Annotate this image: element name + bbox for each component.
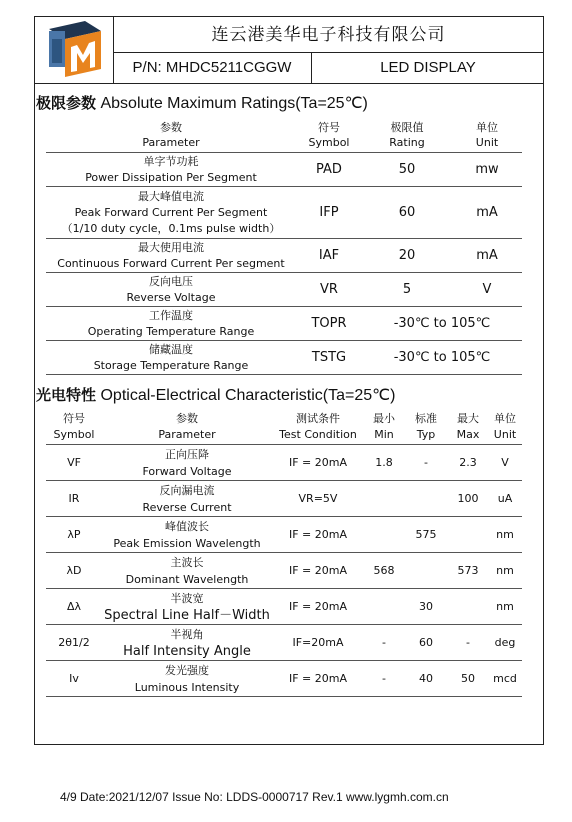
symbol-cell: IAF: [318, 248, 340, 263]
condition-cell: IF = 20mA: [288, 600, 348, 613]
condition-cell: IF = 20mA: [288, 564, 348, 577]
unit-cell: mA: [476, 248, 498, 263]
param-cell: 最大峰值电流 Peak Forward Current Per Segment （1/10 duty cycle，0.1ms pulse width）: [61, 189, 281, 235]
rating-cell: 60: [398, 205, 416, 220]
symbol-cell: VR: [320, 282, 338, 297]
abs-title-en: Absolute Maximum Ratings(Ta=25℃): [100, 95, 368, 112]
table-row: [46, 307, 522, 341]
param-cell: 最大使用电流 Continuous Forward Current Per segment: [57, 240, 285, 270]
symbol-cell: TSTG: [311, 350, 347, 365]
col-symbol: 符号 Symbol: [308, 121, 350, 149]
table-row: [46, 517, 522, 553]
unit-cell: mA: [476, 205, 498, 220]
col-symbol: 符号 Symbol: [53, 412, 95, 441]
unit-cell: mcd: [493, 672, 517, 685]
table-row: [46, 481, 522, 517]
unit-cell: deg: [494, 636, 516, 649]
unit-cell: mw: [475, 162, 499, 177]
part-number: P/N: MHDC5211CGGW: [132, 59, 292, 76]
param-cell: 半波宽 Spectral Line Half－Width: [104, 591, 270, 623]
table-row: [46, 187, 522, 239]
param-cell: 发光强度 Luminous Intensity: [134, 663, 240, 694]
param-cell: 单字节功耗 Power Dissipation Per Segment: [85, 154, 257, 184]
condition-cell: VR=5V: [298, 492, 338, 505]
condition-cell: IF=20mA: [292, 636, 344, 649]
rating-cell: 50: [398, 162, 416, 177]
min-cell: 1.8: [375, 456, 393, 469]
max-cell: [448, 589, 488, 625]
symbol-cell: IR: [68, 492, 80, 505]
table-row: [46, 553, 522, 589]
logo-mark-icon: [35, 17, 113, 83]
param-cell: 工作温度 Operating Temperature Range: [87, 308, 255, 338]
min-cell: [364, 517, 404, 553]
max-cell: [448, 517, 488, 553]
table-row: [46, 589, 522, 625]
col-max: 最大 Max: [456, 412, 480, 441]
table-row: [46, 625, 522, 661]
symbol-cell: Δλ: [66, 600, 82, 613]
param-cell: 反向电压 Reverse Voltage: [126, 274, 216, 304]
header-bottom-rule: [34, 83, 544, 84]
oe-section-title: [36, 384, 395, 405]
symbol-cell: TOPR: [311, 316, 347, 331]
rating-cell: -30℃ to 105℃: [393, 316, 491, 331]
table-header-row: [46, 410, 522, 445]
col-typ: 标准 Typ: [415, 412, 437, 441]
optical-electrical-table: [46, 410, 522, 697]
min-cell: -: [382, 672, 386, 685]
symbol-cell: λP: [67, 528, 81, 541]
col-unit: 单位 Unit: [475, 121, 499, 149]
max-cell: -: [466, 636, 470, 649]
unit-cell: V: [482, 282, 492, 297]
unit-cell: nm: [496, 528, 514, 541]
company-name: 连云港美华电子科技有限公司: [211, 25, 446, 45]
max-cell: 2.3: [459, 456, 477, 469]
absolute-ratings-table: [46, 118, 522, 375]
product-type: LED DISPLAY: [380, 59, 476, 76]
min-cell: [364, 589, 404, 625]
param-cell: 主波长 Dominant Wavelength: [125, 555, 249, 586]
symbol-cell: IFP: [319, 205, 339, 220]
min-cell: -: [382, 636, 386, 649]
symbol-cell: VF: [67, 456, 81, 469]
oe-title-cn: 光电特性: [36, 386, 97, 404]
abs-title-cn: 极限参数: [36, 94, 97, 112]
max-cell: 50: [461, 672, 475, 685]
oe-title-en: Optical-Electrical Characteristic(Ta=25℃): [100, 387, 396, 404]
param-cell: 半视角 Half Intensity Angle: [123, 627, 251, 659]
param-cell: 峰值波长 Peak Emission Wavelength: [113, 519, 261, 550]
min-cell: [364, 481, 404, 517]
typ-cell: 60: [419, 636, 433, 649]
page-footer: 4/9 Date:2021/12/07 Issue No: LDDS-0000717 Rev.1 www.lygmh.com.cn: [60, 790, 449, 804]
company-logo: [35, 17, 114, 83]
table-row: [46, 445, 522, 481]
unit-cell: uA: [497, 492, 513, 505]
table-row: [46, 273, 522, 307]
rating-cell: -30℃ to 105℃: [393, 350, 491, 365]
min-cell: 568: [373, 564, 395, 577]
typ-cell: 30: [419, 600, 433, 613]
param-cell: 正向压降 Forward Voltage: [142, 447, 232, 478]
symbol-cell: Iv: [69, 672, 79, 685]
typ-cell: [404, 481, 448, 517]
max-cell: 573: [457, 564, 479, 577]
unit-cell: nm: [496, 564, 514, 577]
max-cell: 100: [457, 492, 479, 505]
unit-cell: nm: [496, 600, 514, 613]
symbol-cell: PAD: [316, 162, 342, 177]
typ-cell: 40: [419, 672, 433, 685]
param-cell: 储藏温度 Storage Temperature Range: [93, 342, 249, 372]
table-row: [46, 153, 522, 187]
typ-cell: -: [424, 456, 428, 469]
typ-cell: [404, 553, 448, 589]
symbol-cell: 2θ1/2: [58, 636, 90, 649]
symbol-cell: λD: [66, 564, 82, 577]
col-parameter: 参数 Parameter: [158, 412, 216, 441]
condition-cell: IF = 20mA: [288, 528, 348, 541]
rating-cell: 20: [398, 248, 416, 263]
typ-cell: 575: [415, 528, 437, 541]
table-row: [46, 661, 522, 697]
condition-cell: IF = 20mA: [288, 456, 348, 469]
col-min: 最小 Min: [373, 412, 395, 441]
table-row: [46, 341, 522, 375]
col-rating: 极限值 Rating: [389, 121, 425, 149]
col-condition: 测试条件 Test Condition: [279, 412, 357, 441]
unit-cell: V: [501, 456, 509, 469]
col-parameter: 参数 Parameter: [142, 121, 200, 149]
table-row: [46, 239, 522, 273]
param-cell: 反向漏电流 Reverse Current: [142, 483, 232, 514]
condition-cell: IF = 20mA: [288, 672, 348, 685]
col-unit: 单位 Unit: [493, 412, 517, 441]
table-header-row: [46, 118, 522, 153]
rating-cell: 5: [402, 282, 412, 297]
abs-section-title: [36, 92, 368, 113]
